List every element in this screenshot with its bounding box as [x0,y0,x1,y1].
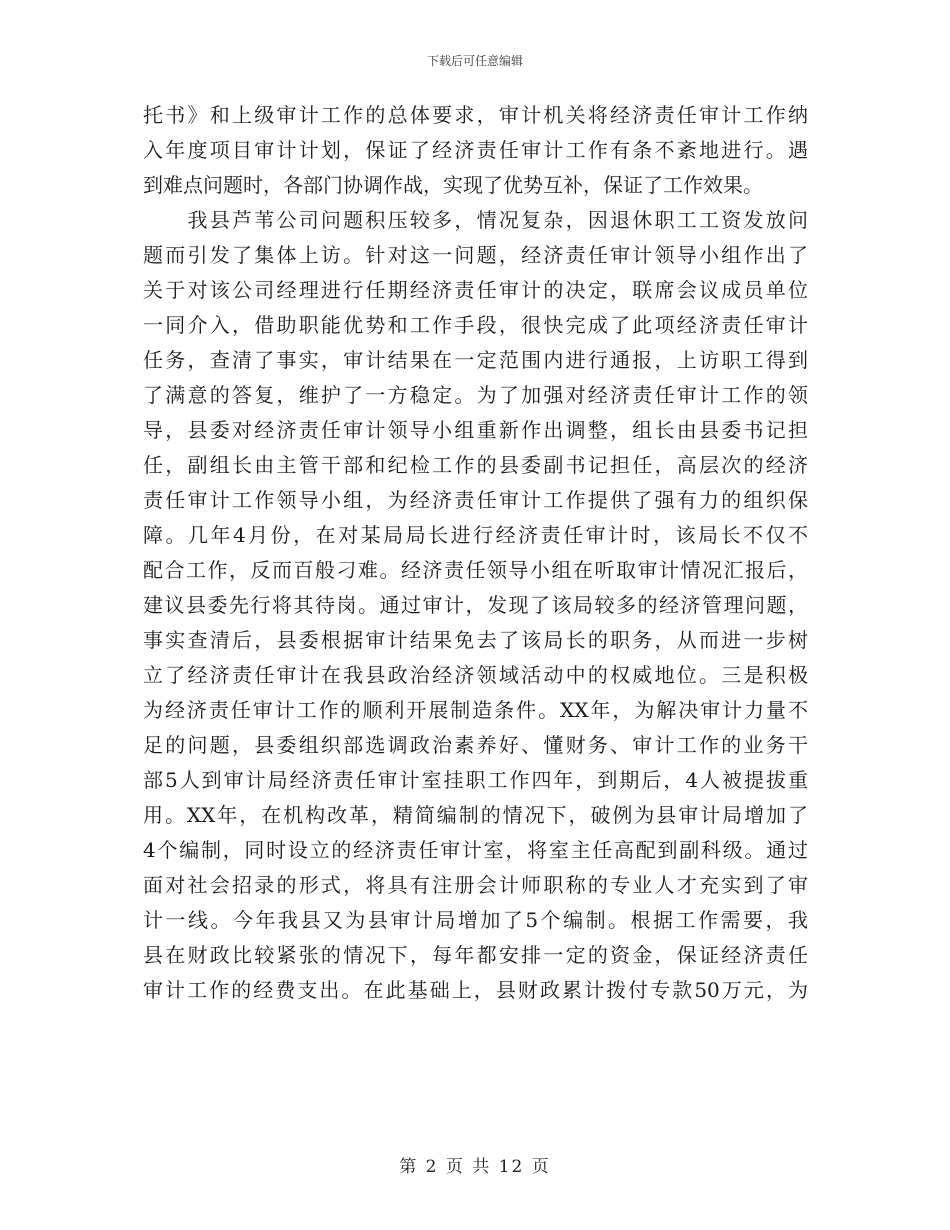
text-line: 建议县委先行将其待岗。通过审计，发现了该局较多的经济管理问题， [143,593,808,617]
body-text [143,98,808,1008]
text-line: 入年度项目审计计划，保证了经济责任审计工作有条不紊地进行。遇 [143,138,808,162]
text-line: 障。几年4月份，在对某局局长进行经济责任审计时，该局长不仅不 [143,523,808,547]
text-line: 计一线。今年我县又为县审计局增加了5个编制。根据工作需要，我 [143,908,808,932]
text-line: 审计工作的经费支出。在此基础上，县财政累计拨付专款50万元，为 [143,978,808,1002]
text-line: 任务，查清了事实，审计结果在一定范围内进行通报，上访职工得到 [143,348,808,372]
text-line: 了满意的答复，维护了一方稳定。为了加强对经济责任审计工作的领 [143,383,808,407]
text-line: 立了经济责任审计在我县政治经济领域活动中的权威地位。三是积极 [143,663,808,687]
page-number-footer: 第 2 页 共 12 页 [399,1157,551,1177]
text-line: 关于对该公司经理进行任期经济责任审计的决定，联席会议成员单位 [143,278,808,302]
text-line: 4个编制，同时设立的经济责任审计室，将室主任高配到副科级。通过 [143,838,808,862]
text-line: 托书》和上级审计工作的总体要求，审计机关将经济责任审计工作纳 [143,103,808,127]
text-line: 事实查清后，县委根据审计结果免去了该局长的职务，从而进一步树 [143,628,808,652]
text-line: 配合工作，反而百般刁难。经济责任领导小组在听取审计情况汇报后， [143,558,808,582]
text-line: 县在财政比较紧张的情况下，每年都安排一定的资金，保证经济责任 [143,943,808,967]
text-line: 题而引发了集体上访。针对这一问题，经济责任审计领导小组作出了 [143,243,808,267]
text-line: 足的问题，县委组织部选调政治素养好、懂财务、审计工作的业务干 [143,733,808,757]
text-line: 任，副组长由主管干部和纪检工作的县委副书记担任，高层次的经济 [143,453,808,477]
text-line: 部5人到审计局经济责任审计室挂职工作四年，到期后，4人被提拔重 [143,768,808,792]
text-line: 我县芦苇公司问题积压较多，情况复杂，因退休职工工资发放问 [143,208,808,232]
text-line: 为经济责任审计工作的顺利开展制造条件。XX年，为解决审计力量不 [143,698,808,722]
text-line: 导，县委对经济责任审计领导小组重新作出调整，组长由县委书记担 [143,418,808,442]
text-line: 一同介入，借助职能优势和工作手段，很快完成了此项经济责任审计 [143,313,808,337]
page-header: 下载后可任意编辑 [426,54,523,68]
text-line: 面对社会招录的形式，将具有注册会计师职称的专业人才充实到了审 [143,873,808,897]
text-line: 到难点问题时，各部门协调作战，实现了优势互补，保证了工作效果。 [143,173,763,197]
text-line: 用。XX年，在机构改革，精简编制的情况下，破例为县审计局增加了 [143,803,808,827]
text-line: 责任审计工作领导小组，为经济责任审计工作提供了强有力的组织保 [143,488,808,512]
